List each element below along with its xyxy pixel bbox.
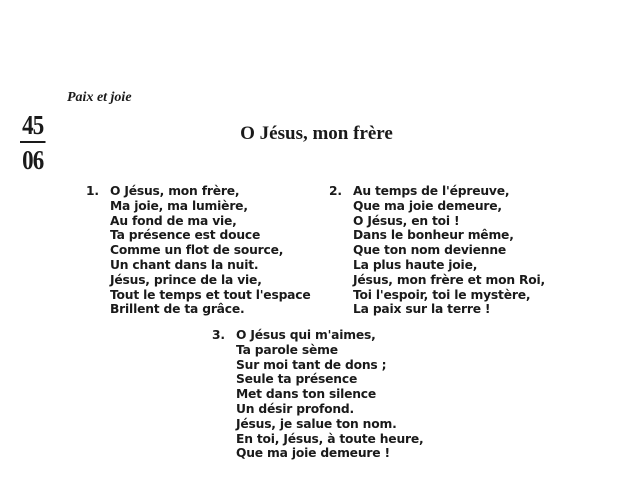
verse-line: Un chant dans la nuit.: [110, 257, 259, 272]
verse-line: Ma joie, ma lumière,: [110, 198, 248, 213]
verse-number: 2.: [329, 184, 342, 198]
verse-line: Jésus, je salue ton nom.: [236, 416, 397, 431]
verse-line: Comme un flot de source,: [110, 243, 284, 258]
verse-line: Seule ta présence: [236, 372, 358, 387]
hymn-number-top: 45: [22, 110, 44, 140]
verse-line: La plus haute joie,: [353, 257, 478, 272]
verse-line: Met dans ton silence: [236, 387, 377, 402]
verse-line: Ta présence est douce: [110, 228, 261, 243]
hymn-title: O Jésus, mon frère: [240, 123, 393, 144]
verse-line: Dans le bonheur même,: [353, 228, 514, 243]
verse-line: Que ton nom devienne: [353, 243, 507, 258]
verse-line: La paix sur la terre !: [353, 302, 491, 317]
verse-line: Jésus, mon frère et mon Roi,: [353, 272, 545, 287]
verse-line: Un désir profond.: [236, 401, 354, 416]
category-label: Paix et joie: [67, 90, 132, 105]
verse-line: O Jésus qui m'aimes,: [236, 328, 376, 342]
verse-line: Toi l'espoir, toi le mystère,: [353, 287, 531, 302]
verse-line: Au temps de l'épreuve,: [353, 184, 510, 198]
verse-2: [329, 184, 545, 317]
verse-line: Brillent de ta grâce.: [110, 302, 245, 317]
verse-line: Au fond de ma vie,: [110, 213, 237, 228]
verse-line: Sur moi tant de dons ;: [236, 357, 387, 372]
verse-number: 3.: [212, 328, 225, 342]
verse-line: En toi, Jésus, à toute heure,: [236, 431, 424, 446]
verse-1: [86, 184, 311, 317]
verse-line: Ta parole sème: [236, 342, 338, 357]
verse-line: Tout le temps et tout l'espace: [110, 287, 311, 302]
verse-line: O Jésus, mon frère,: [110, 184, 240, 198]
verse-3: [212, 328, 423, 461]
verse-line: Que ma joie demeure !: [236, 446, 390, 461]
verse-line: Que ma joie demeure,: [353, 198, 502, 213]
verse-number: 1.: [86, 184, 99, 198]
hymn-number-bottom: 06: [22, 144, 44, 175]
verse-line: O Jésus, en toi !: [353, 213, 460, 228]
verse-line: Jésus, prince de la vie,: [110, 272, 262, 287]
